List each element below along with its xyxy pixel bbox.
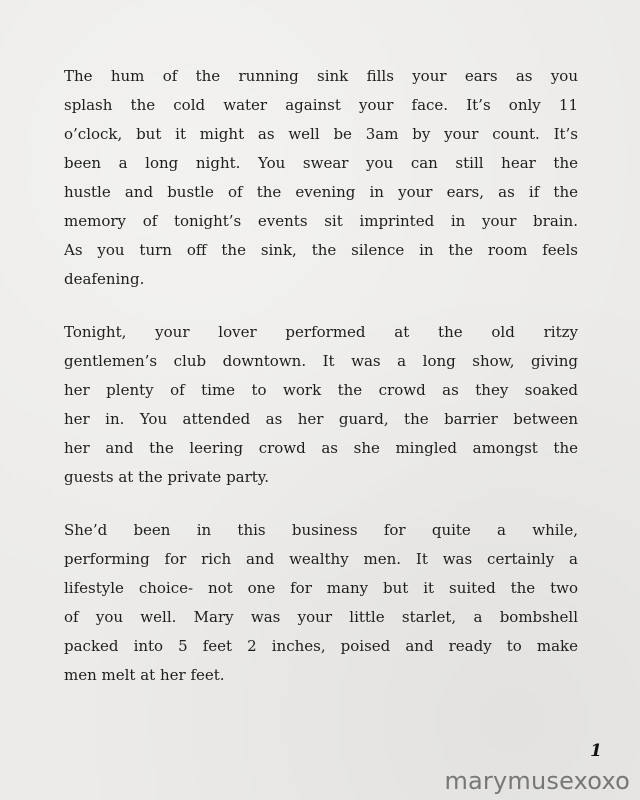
text-line: Tonight, your lover performed at the old ritzy <box>64 323 578 341</box>
text-line: lifestyle choice- not one for many but it suited the two <box>64 579 578 597</box>
text-line: her and the leering crowd as she mingled amongst the <box>64 439 578 457</box>
text-line: men melt at her feet. <box>64 666 225 684</box>
watermark: marymusexoxo <box>444 767 630 795</box>
paragraph <box>64 516 578 690</box>
text-line: As you turn off the sink, the silence in the room feels <box>64 241 578 259</box>
text-line: her plenty of time to work the crowd as they soaked <box>64 381 578 399</box>
paragraph <box>64 318 578 492</box>
paragraph <box>64 62 578 294</box>
story-text <box>64 62 578 714</box>
text-line: splash the cold water against your face. It’s only 11 <box>64 96 578 114</box>
text-line: She’d been in this business for quite a while, <box>64 521 578 539</box>
page-number: 1 <box>590 741 602 761</box>
text-line: performing for rich and wealthy men. It was certainly a <box>64 550 578 568</box>
text-line: The hum of the running sink fills your ears as you <box>64 67 578 85</box>
text-line: memory of tonight’s events sit imprinted in your brain. <box>64 212 578 230</box>
text-line: packed into 5 feet 2 inches, poised and ready to make <box>64 637 578 655</box>
text-line: deafening. <box>64 270 145 288</box>
text-line: hustle and bustle of the evening in your ears, as if the <box>64 183 578 201</box>
text-line: guests at the private party. <box>64 468 270 486</box>
text-line: her in. You attended as her guard, the barrier between <box>64 410 578 428</box>
text-line: been a long night. You swear you can still hear the <box>64 154 578 172</box>
text-line: of you well. Mary was your little starlet, a bombshell <box>64 608 578 626</box>
text-line: o’clock, but it might as well be 3am by your count. It’s <box>64 125 578 143</box>
text-line: gentlemen’s club downtown. It was a long show, giving <box>64 352 578 370</box>
